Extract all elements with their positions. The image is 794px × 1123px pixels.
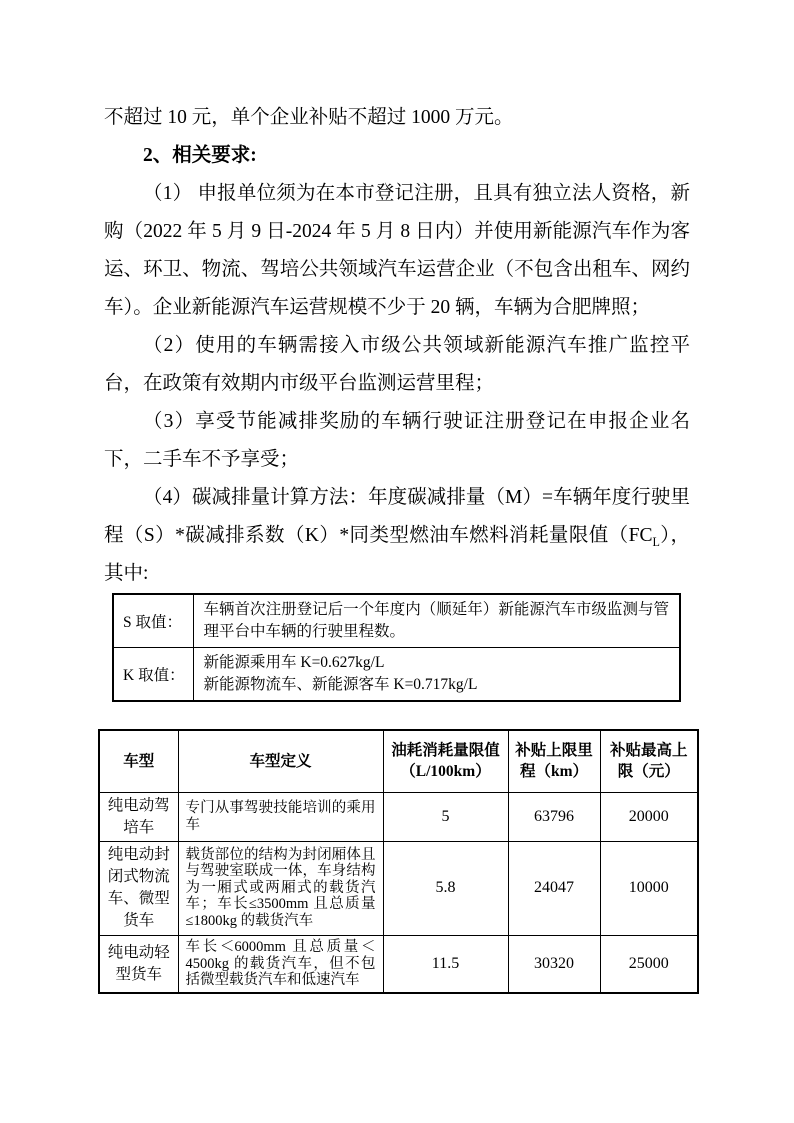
- header-vehicle-definition: 车型定义: [178, 730, 383, 792]
- requirement-item-3: （3）享受节能减排奖励的车辆行驶证注册登记在申报企业名下，二手车不予享受；: [104, 411, 690, 470]
- requirement-item-1: （1） 申报单位须为在本市登记注册，且具有独立法人资格，新购（2022 年 5 月 9 日-2024 年 5 月 8 日内）并使用新能源汽车作为客运、环卫、物流、驾培公共领域汽车运营企业（不包含出租车、网约车）。企业新能源汽车运营规模不少于 20 辆，车辆为合肥牌照；: [104, 183, 690, 318]
- definition-cell: 载货部位的结构为封闭厢体且与驾驶室联成一体，车身结构为一厢式或两厢式的载货汽车；车长≤3500mm 且总质量≤1800kg 的载货汽车: [178, 841, 383, 935]
- body-text-block: [104, 99, 690, 593]
- mileage-cap-cell: 24047: [508, 841, 600, 935]
- table-row: [99, 841, 698, 935]
- fuel-limit-cell: 5: [383, 792, 508, 841]
- s-k-value-table: [112, 593, 681, 702]
- k-value-content-cell: [193, 648, 680, 702]
- table-row: [113, 594, 680, 648]
- k-value-line-2: 新能源物流车、新能源客车 K=0.717kg/L: [203, 676, 478, 693]
- k-value-line-1: 新能源乘用车 K=0.627kg/L: [203, 654, 385, 671]
- header-max-subsidy: 补贴最高上限（元）: [600, 730, 698, 792]
- max-subsidy-cell: 25000: [600, 935, 698, 993]
- header-vehicle-type: 车型: [99, 730, 178, 792]
- vehicle-type-cell: 纯电动封闭式物流车、微型货车: [99, 841, 178, 935]
- item4-text: （4）碳减排量计算方法：年度碳减排量（M）=车辆年度行驶里程（S）*碳减排系数（K）*同类型燃油车燃料消耗量限值（FC: [104, 487, 690, 546]
- item4-suffix: ），其中:: [104, 525, 690, 584]
- max-subsidy-cell: 20000: [600, 792, 698, 841]
- table-row: [113, 648, 680, 702]
- definition-cell: 专门从事驾驶技能培训的乘用车: [178, 792, 383, 841]
- intro-line: 不超过 10 元，单个企业补贴不超过 1000 万元。: [104, 107, 514, 128]
- vehicle-type-cell: 纯电动轻型货车: [99, 935, 178, 993]
- requirement-item-2: （2）使用的车辆需接入市级公共领域新能源汽车推广监控平台，在政策有效期内市级平台监测运营里程；: [104, 335, 690, 394]
- table-row: [99, 792, 698, 841]
- k-value-label-cell: K 取值：: [113, 648, 193, 702]
- vehicle-type-cell: 纯电动驾培车: [99, 792, 178, 841]
- fuel-limit-cell: 5.8: [383, 841, 508, 935]
- s-value-label-cell: S 取值：: [113, 594, 193, 648]
- table-row: [99, 935, 698, 993]
- table-header-row: [99, 730, 698, 792]
- s-value-content-cell: [193, 594, 680, 648]
- mileage-cap-cell: 63796: [508, 792, 600, 841]
- vehicle-subsidy-table: [98, 729, 699, 994]
- mileage-cap-cell: 30320: [508, 935, 600, 993]
- item4-subscript: L: [652, 534, 660, 549]
- s-value-text: 车辆首次注册登记后一个年度内（顺延年）新能源汽车市级监测与管理平台中车辆的行驶里程数。: [203, 601, 669, 640]
- definition-cell: 车长＜6000mm 且总质量＜4500kg 的载货汽车，但不包括微型载货汽车和低速汽车: [178, 935, 383, 993]
- header-subsidy-mileage-cap: 补贴上限里程（km）: [508, 730, 600, 792]
- header-fuel-consumption-limit: 油耗消耗量限值（L/100km）: [383, 730, 508, 792]
- section-heading: 2、相关要求:: [143, 145, 257, 166]
- fuel-limit-cell: 11.5: [383, 935, 508, 993]
- requirement-item-4: [104, 479, 690, 593]
- max-subsidy-cell: 10000: [600, 841, 698, 935]
